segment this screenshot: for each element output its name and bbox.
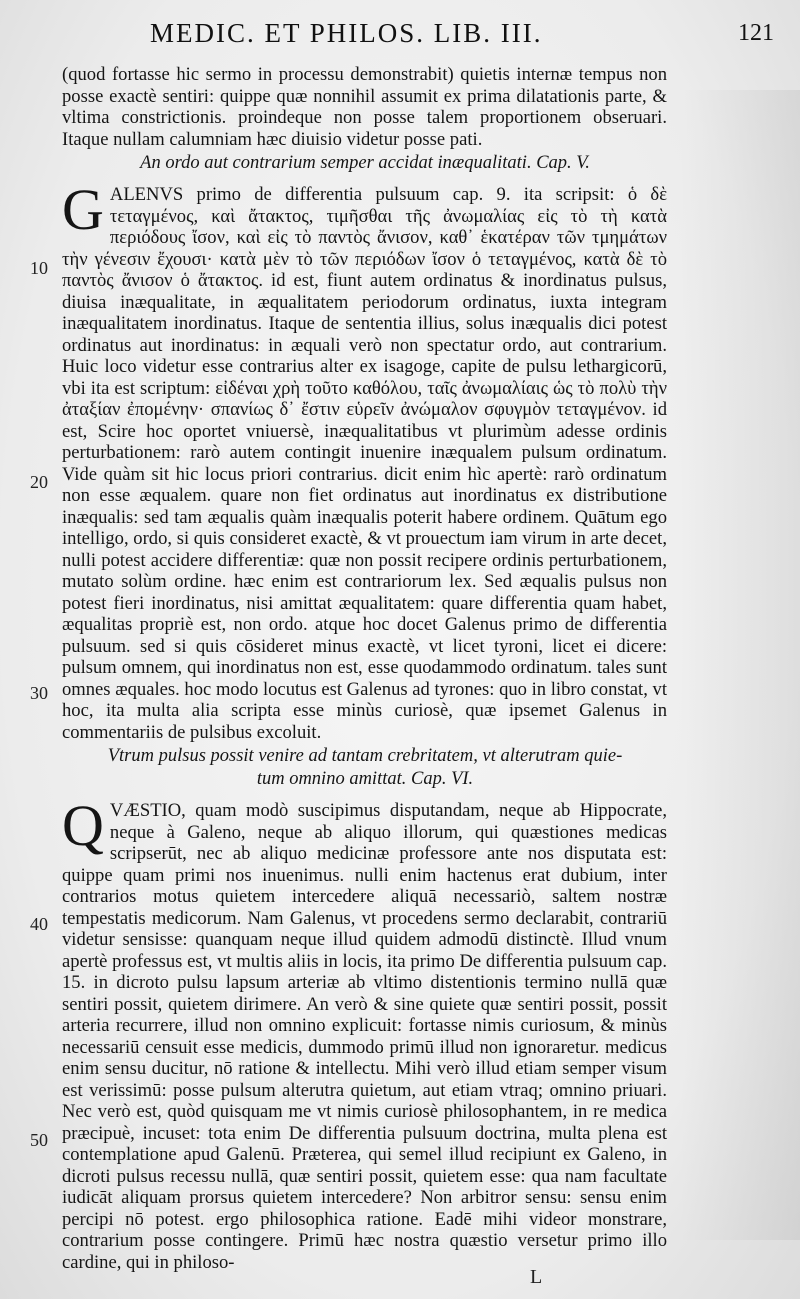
intro-paragraph (62, 64, 667, 150)
chapter-5-text: ALENVS primo de differentia pulsuum cap. 9. ita scripsit: ὁ δὲ τεταγμένος, καὶ ἄτακτος, τιμῆσθαι τῆς ἀνωμαλίας εἰς τὸ τὴ κατὰ περιόδους ἴσον, καὶ εἰς τὸ παντὸς ἄνισον, καθ᾽ ἑκατέραν τῶν τμημάτων τὴν γένεσιν ἔχουσι· κατὰ μὲν τὸ τῶν περιόδων ἴσον ὁ τεταγμένος, κατὰ δὲ τὸ παντὸς ἄνισον ὁ ἄτακτος. id est, fiunt autem ordinatus & inordinatus pulsus, diuisa inæqualitate, in æqualitatem periodorum ordinatus, iuxta integram inæqualitatem inordinatus. Itaque de sententia illius, solus inæqualis dici potest ordinatus aut inordinatus: in æquali verò non spectatur ordo, aut contrarium. Huic loco videtur esse contrarius alter ex isagoge, capite de pulsu lethargicorū, vbi ita est scriptum: εἰδέναι χρὴ τοῦτο καθόλου, ταῖς ἀνωμαλίαις ὡς τὸ πολὺ τὴν ἀταξίαν ἐπομένην· σπανίως δ᾽ ἔστιν εὑρεῖν ἀνώμαλον σφυγμὸν τεταγμένον. id est, Scire hoc oportet vniuersè, inæqualitatibus vt plurimùm adesse ordinis perturbationem: rarò autem contingit inuenire inæqualem pulsum ordinatum. Vide quàm sit hic locus priori contrarius. dicit enim hìc apertè: rarò ordinatum non esse æqualem. quare non fiet ordinatus aut inordinatus ex distributione inæqualis: sed tam æqualis quàm inæqualis poterit habere ordinem. Quātum ego intelligo, ordo, si quis consideret exactè, & vt prouectum iam virum in arte decet, nulli potest accidere differentiæ: quæ non possit recipere ordinis perturbationem, mutato solùm ordine. hæc enim est contrariorum lex. Sed æqualis pulsus non potest fieri inordinatus, nisi amittat æqualitatem: quare differentia quam habet, æqualitas propriè est, non ordo. atque hoc docet Galenus primo de differentia pulsuum. sed si quis cōsideret minus exactè, vt licet tyroni, licet ei dicere: pulsum omnem, qui inordinatus non est, esse quodammodo ordinatum. tales sunt omnes æquales. hoc modo locutus est Galenus ad tyrones: quo in libro constat, vt hoc, ita multa alia scripta esse minùs curiosè, quæ ipsemet Galenus in commentariis de pulsibus excoluit. (62, 184, 667, 743)
intro-text: (quod fortasse hic sermo in processu demonstrabit) quietis internæ tempus non posse exactè sentiri: quippe quæ nonnihil assumit ex prima dilatationis parte, & vltima constrictionis. proindeque non posse talem proportionem obseruari. Itaque nullam calumniam hæc diuisio videtur posse pati. (62, 64, 667, 150)
chapter-6-text: VÆSTIO, quam modò suscipimus disputandam, neque ab Hippocrate, neque à Galeno, neque ab aliquo illorum, qui quæstiones medicas scripserūt, nec ab aliquo medicinæ professore ante nos disputata est: quippe quam primi nos inuenimus. nulli enim hactenus erat dubium, inter contrarios motus quietem intercedere aliquā necessariò, saltem nostræ tempestatis medicorum. Nam Galenus, vt procedens sermo declarabit, contrariū videtur sensisse: quanquam neque illud quidem admodū distinctè. Illud vnum apertè professus est, vt multis aliis in locis, ita primo De differentia pulsuum cap. 15. in dicroto pulsu lapsum arteriæ ab vltimo distentionis termino nullā quæ sentiri possit, quietem dirimere. An verò & sine quiete quæ sentiri possit, possit arteria recurrere, illud non omnino explicuit: fortasse nimis curiosum, & minùs necessariū censuit esse medicis, dummodo primū illud non ignoraretur. medicus enim sensu ducitur, nō ratione & intellectu. Mihi verò illud etiam semper visum est verissimū: posse pulsum alterutra quietum, aut etiam vtraq; omnino priuari. Nec verò est, quòd quisquam me vt nimis curiosè philosophantem, in re medica præcipuè, incuset: tota enim De differentia pulsuum doctrina, multa plena est contemplatione apud Galenū. Præterea, qui semel illud recipiunt ex Galeno, in dicroti pulsus recessu nullā, quæ sentiri possit, quietem esse: qua nam facultate iudicāt aliquam prorsus quietem intercedere? Non arbitror sensu: sensu enim percipi nō potest. ergo philosophica ratione. Eadē mihi videor monstrare, contrarium posse contingere. Primū hæc nostra quæstio versetur primo illo cardine, qui in philoso- (62, 800, 667, 1273)
chapter-heading-6 (60, 745, 670, 791)
page-header (150, 18, 780, 52)
chapter-6-heading-line-1: Vtrum pulsus possit venire ad tantam crebritatem, vt alterutram quie- (107, 746, 623, 766)
section-chapter-5 (62, 177, 667, 743)
drop-cap: G (62, 177, 104, 242)
section-chapter-6 (62, 793, 667, 1273)
chapter-heading-5: An ordo aut contrarium semper accidat inæqualitati. Cap. V. (140, 153, 590, 173)
chapter-6-paragraph (62, 793, 667, 1273)
running-head: MEDIC. ET PHILOS. LIB. III. (150, 18, 543, 48)
chapter-6-heading-line-2: tum omnino amittat. Cap. VI. (256, 769, 474, 789)
drop-cap: Q (62, 793, 104, 858)
page-number: 121 (738, 20, 774, 46)
line-number: 10 (30, 258, 48, 278)
line-number: 50 (30, 1130, 48, 1150)
chapter-5-paragraph (62, 177, 667, 743)
line-number: 20 (30, 472, 48, 492)
line-number: 40 (30, 914, 48, 934)
page-edge-shadow (680, 90, 800, 1240)
line-number: 30 (30, 683, 48, 703)
signature-mark: L (530, 1266, 543, 1288)
